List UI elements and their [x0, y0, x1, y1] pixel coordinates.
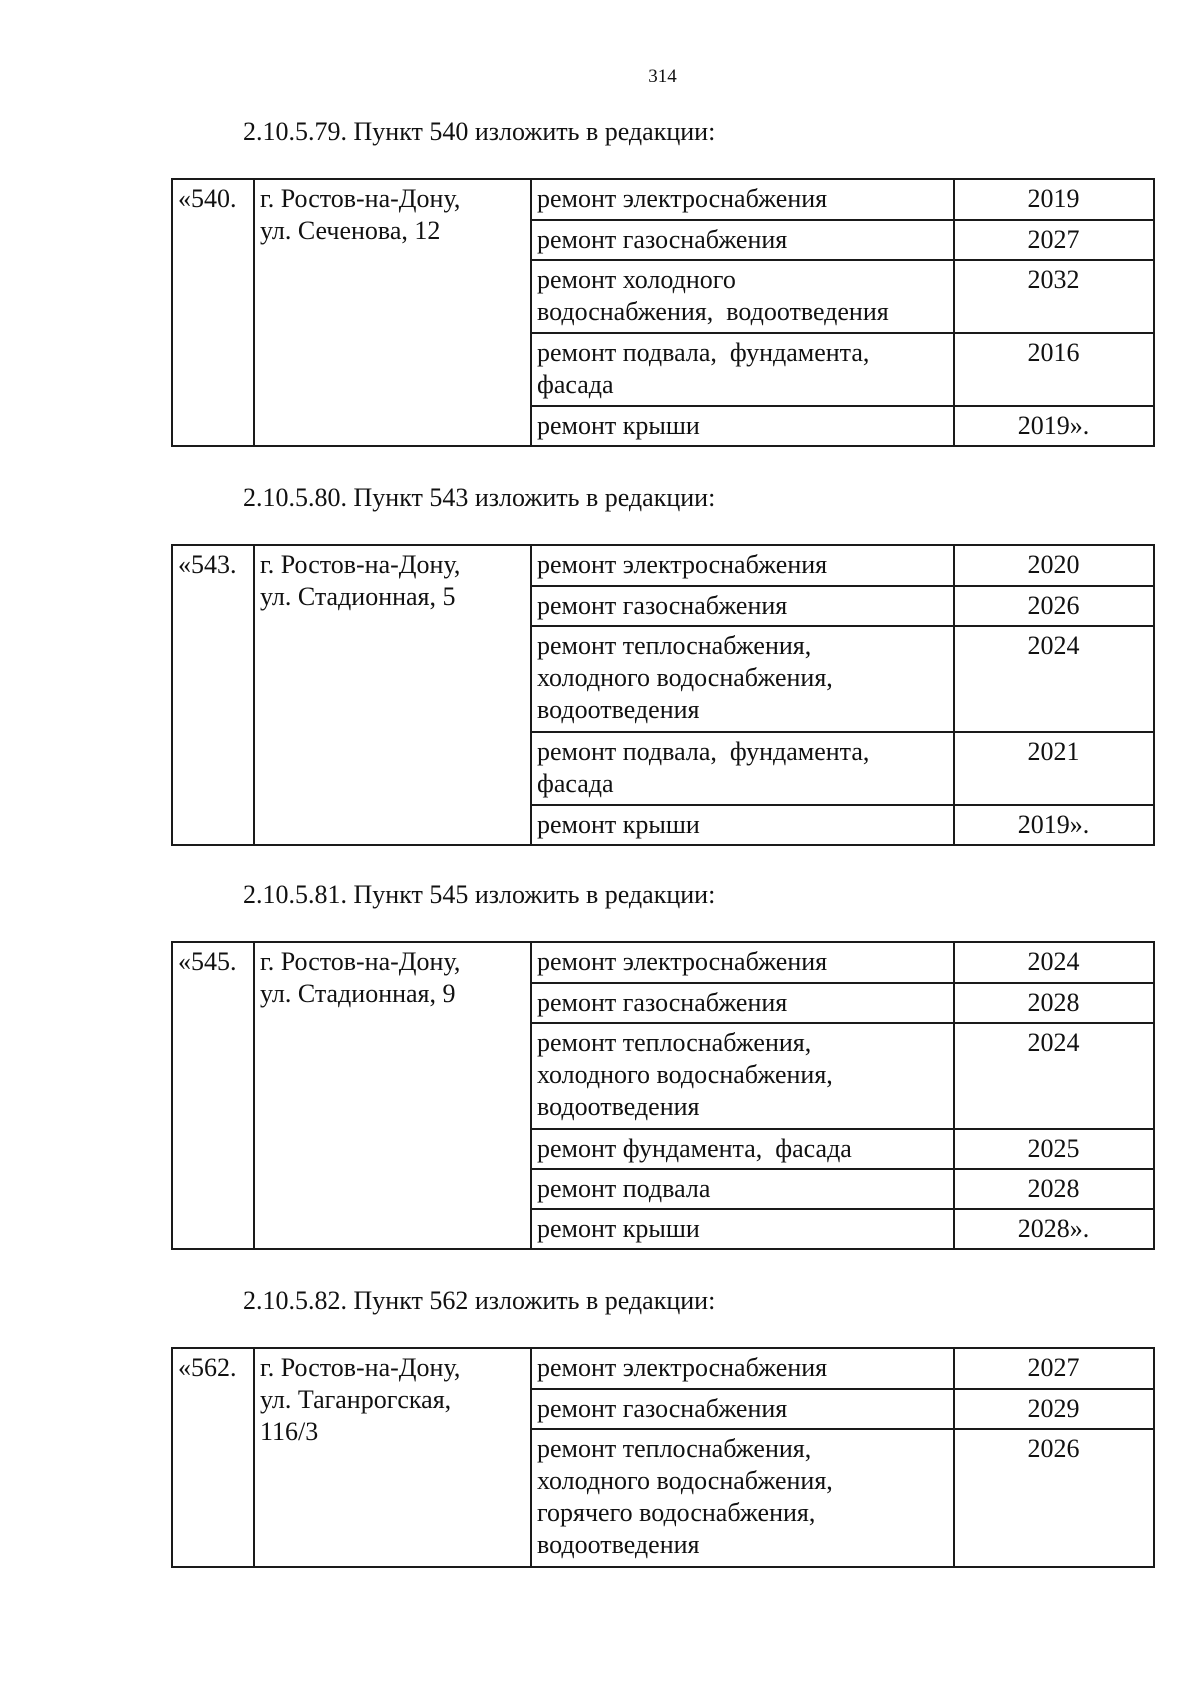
address-line: ул. Стадионная, 9	[260, 979, 456, 1008]
year-cell: 2026	[954, 586, 1154, 626]
work-cell	[531, 1169, 954, 1209]
work-line: ремонт подвала, фундамента,	[537, 338, 870, 367]
work-cell	[531, 586, 954, 626]
work-line: ремонт газоснабжения	[537, 225, 788, 254]
work-cell	[531, 260, 954, 333]
work-cell	[531, 626, 954, 732]
year-cell: 2029	[954, 1389, 1154, 1429]
work-line: ремонт электроснабжения	[537, 184, 828, 213]
work-cell	[531, 220, 954, 260]
page-number: 314	[648, 66, 677, 87]
work-cell	[531, 545, 954, 586]
work-line: ремонт теплоснабжения,	[537, 1434, 812, 1463]
amendment-table	[171, 544, 1155, 846]
address-cell	[254, 1348, 531, 1567]
work-line: ремонт электроснабжения	[537, 550, 828, 579]
year-cell: 2032	[954, 260, 1154, 333]
address-cell	[254, 942, 531, 1249]
address-line: ул. Сеченова, 12	[260, 216, 441, 245]
year-cell: 2019».	[954, 805, 1154, 845]
work-line: водоотведения	[537, 695, 700, 724]
amendment-table	[171, 1347, 1155, 1568]
year-cell: 2019».	[954, 406, 1154, 446]
work-line: ремонт электроснабжения	[537, 947, 828, 976]
item-number: «545.	[172, 942, 254, 1249]
year-cell: 2028	[954, 1169, 1154, 1209]
work-cell	[531, 1389, 954, 1429]
address-line: г. Ростов-на-Дону,	[260, 184, 461, 213]
work-line: ремонт подвала, фундамента,	[537, 737, 870, 766]
address-line: ул. Таганрогская,	[260, 1385, 452, 1414]
work-cell	[531, 333, 954, 406]
year-cell: 2027	[954, 220, 1154, 260]
work-line: ремонт холодного	[537, 265, 736, 294]
year-cell: 2027	[954, 1348, 1154, 1389]
work-cell	[531, 1129, 954, 1169]
work-line: холодного водоснабжения,	[537, 663, 833, 692]
work-line: ремонт фундамента, фасада	[537, 1134, 852, 1163]
work-cell	[531, 406, 954, 446]
address-line: г. Ростов-на-Дону,	[260, 947, 461, 976]
item-number: «543.	[172, 545, 254, 845]
address-line: г. Ростов-на-Дону,	[260, 1353, 461, 1382]
address-cell	[254, 179, 531, 446]
work-cell	[531, 732, 954, 805]
work-line: ремонт газоснабжения	[537, 591, 788, 620]
item-number: «562.	[172, 1348, 254, 1567]
address-line: ул. Стадионная, 5	[260, 582, 456, 611]
item-number: «540.	[172, 179, 254, 446]
work-line: ремонт крыши	[537, 411, 700, 440]
address-line: 116/3	[260, 1417, 319, 1446]
work-line: ремонт электроснабжения	[537, 1353, 828, 1382]
work-line: ремонт газоснабжения	[537, 1394, 788, 1423]
year-cell: 2024	[954, 1023, 1154, 1129]
year-cell: 2019	[954, 179, 1154, 220]
clause-heading: 2.10.5.80. Пункт 543 изложить в редакции:	[243, 483, 716, 512]
year-cell: 2028	[954, 983, 1154, 1023]
work-line: водоотведения	[537, 1092, 700, 1121]
work-cell	[531, 179, 954, 220]
work-cell	[531, 1023, 954, 1129]
work-cell	[531, 1348, 954, 1389]
work-line: ремонт газоснабжения	[537, 988, 788, 1017]
address-cell	[254, 545, 531, 845]
year-cell: 2021	[954, 732, 1154, 805]
year-cell: 2024	[954, 626, 1154, 732]
work-line: ремонт подвала	[537, 1174, 711, 1203]
work-line: горячего водоснабжения,	[537, 1498, 816, 1527]
amendment-table	[171, 178, 1155, 447]
address-line: г. Ростов-на-Дону,	[260, 550, 461, 579]
work-line: водоотведения	[537, 1530, 700, 1559]
year-cell: 2025	[954, 1129, 1154, 1169]
work-line: холодного водоснабжения,	[537, 1466, 833, 1495]
year-cell: 2026	[954, 1429, 1154, 1567]
work-cell	[531, 1429, 954, 1567]
work-line: ремонт теплоснабжения,	[537, 1028, 812, 1057]
work-cell	[531, 1209, 954, 1249]
year-cell: 2016	[954, 333, 1154, 406]
work-line: ремонт теплоснабжения,	[537, 631, 812, 660]
year-cell: 2028».	[954, 1209, 1154, 1249]
year-cell: 2020	[954, 545, 1154, 586]
work-line: фасада	[537, 769, 614, 798]
clause-heading: 2.10.5.79. Пункт 540 изложить в редакции:	[243, 117, 716, 146]
amendment-table	[171, 941, 1155, 1250]
clause-heading: 2.10.5.82. Пункт 562 изложить в редакции:	[243, 1286, 716, 1315]
work-line: ремонт крыши	[537, 1214, 700, 1243]
work-line: ремонт крыши	[537, 810, 700, 839]
work-cell	[531, 805, 954, 845]
work-cell	[531, 983, 954, 1023]
clause-heading: 2.10.5.81. Пункт 545 изложить в редакции:	[243, 880, 716, 909]
work-line: водоснабжения, водоотведения	[537, 297, 889, 326]
work-line: холодного водоснабжения,	[537, 1060, 833, 1089]
year-cell: 2024	[954, 942, 1154, 983]
work-cell	[531, 942, 954, 983]
work-line: фасада	[537, 370, 614, 399]
